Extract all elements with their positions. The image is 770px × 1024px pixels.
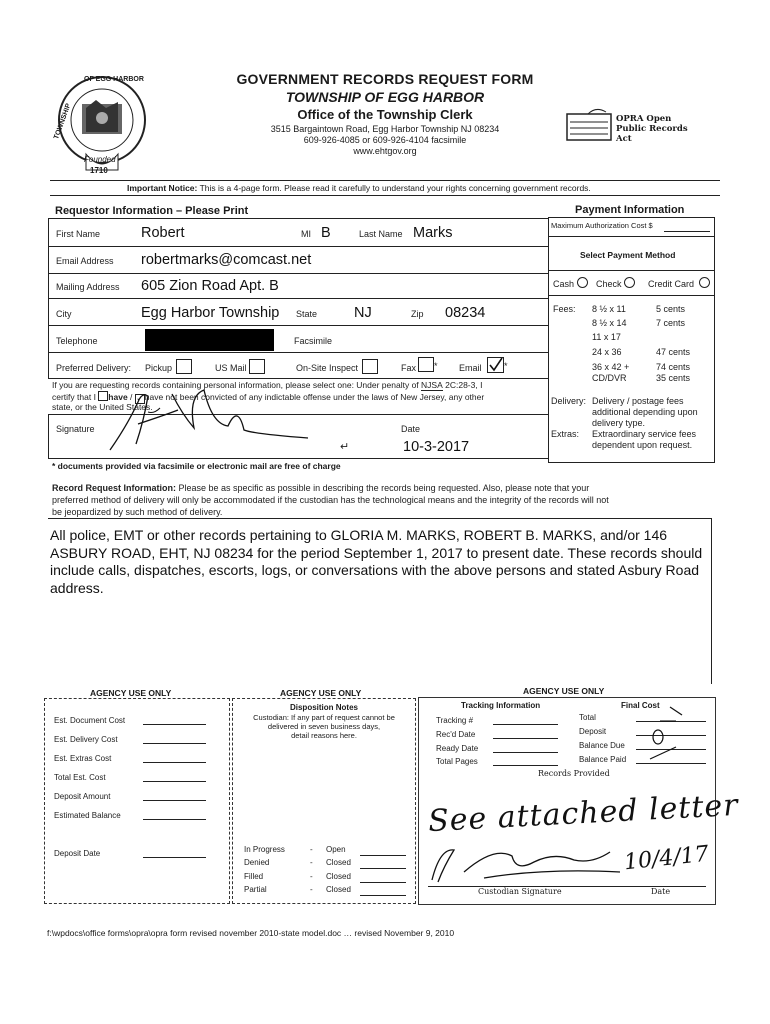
agency1-row-7: Deposit Date bbox=[54, 849, 101, 858]
first-name-value: Robert bbox=[141, 225, 185, 241]
form-title: GOVERNMENT RECORDS REQUEST FORM bbox=[236, 71, 534, 87]
handwritten-date: 10/4/17 bbox=[622, 841, 710, 876]
fee-size-5: 36 x 42 + bbox=[592, 362, 630, 372]
email-value: robertmarks@comcast.net bbox=[141, 252, 312, 268]
form-page: OF EGG HARBOR TOWNSHIP Founded 1710 GOVERNMENT RECORDS REQUEST FORM TOWNSHIP OF EGG HARBOR Office of the Township Clerk 3515 Bargaintown Road, Egg Harbor Township NJ 08234 609-926-4085 or 609-926-4104 facsimile www.ehtgov.org OPRA Open Public Records Act Important Notice: This is a 4-page form. Please read it carefully to understand your rights concerning government records. Requestor Information – Please Print Payment Information First Name Robert MI B Last Name Marks Email Address robertmarks@comcast.net Mailing Address 605 Zion Road Apt. B City Egg Harbor Township State NJ Zip 08234 Telephone Facsimile Preferred Delivery: Pickup US Mail On-Site Inspect Fax * Email * If you are requesting records containing personal information, please select one: Under penalty of NJSA 2C:28-3, I certify that I have / ✓ have not been convicted of any indictable offense under the laws of New Jersey, any other state, or the United States. Signature Date ↵ 10-3-2017 * documents provided via facsimile or electronic mail are free of charge Maximum Authorization Cost $ Select Payment Method Cash Check Credit Card Fees: 8 ½ x 11 5 cents 8 ½ x 14 7 cents 11 x 17 24 x 36 47 cents 36 x 42 + 74 cents CD/DVR 35 cents Delivery: Delivery / postage fees additional depending upon delivery type. Extras: Extraordinary service fees dependent upon request. Record Request Information: Please be as specific as possible in describing the records being requested. Also, please note that your preferred method of delivery will only be accommodated if the custodian has the technological means and the integrity of the records will not be jeopardized by such method of delivery. All police, EMT or other records pertaining to GLORIA M. MARKS, ROBERT B. MARKS, and/or 146 ASBURY ROAD, EHT, NJ 08234 for the period September 1, 2017 to present date. These records should include calls, dispatches, escorts, logs, or conversations with the above persons and stated Asbury Road address. AGENCY USE ONLY AGENCY USE ONLY AGENCY USE ONLY Est. Document Cost Est. Delivery Cost Est. Extras Cost Total Est. Cost Deposit Amount Estimated Balance Deposit Date Disposition Notes Custodian: If any part of request cannot be delivered in seven business days, detail reasons here. In Progress - Open Denied - Closed Filled - Closed Partial - Closed Tracking Information Final Cost Tracking # Rec'd Date Ready Date Total Pages Total Deposit Balance Due Balance Paid Records Provided See attached letter 10/4/17 Custodian Signature Date f:\wpdocs\office forms\opra\opra form revised november 2010-state model.doc … revised November 9, 2010 bbox=[0, 0, 770, 1024]
footer-path: f:\wpdocs\office forms\opra\opra form revised november 2010-state model.doc … revised November 9, 2010 bbox=[47, 928, 455, 938]
agency1-row-5: Deposit Amount bbox=[54, 792, 111, 801]
status-partial: Partial bbox=[244, 885, 267, 894]
delivery-email-label: Email bbox=[459, 363, 482, 373]
delivery-email-checkbox[interactable] bbox=[487, 357, 504, 373]
payment-delivery-text-1: Delivery / postage fees bbox=[592, 396, 684, 406]
signature-label: Signature bbox=[56, 424, 95, 434]
telephone-label: Telephone bbox=[56, 336, 98, 346]
mailing-label: Mailing Address bbox=[56, 282, 120, 292]
requestor-signature bbox=[108, 384, 318, 458]
payment-check-radio[interactable] bbox=[624, 277, 635, 288]
agency-title-3: AGENCY USE ONLY bbox=[523, 686, 605, 696]
max-auth-label: Maximum Authorization Cost $ bbox=[551, 221, 653, 230]
certify-have-checkbox[interactable] bbox=[98, 391, 108, 401]
payment-section-title: Payment Information bbox=[575, 204, 685, 216]
records-provided-label: Records Provided bbox=[538, 769, 610, 778]
delivery-onsite-label: On-Site Inspect bbox=[296, 363, 359, 373]
custodian-date-label: Date bbox=[651, 887, 671, 896]
record-request-text: All police, EMT or other records pertaining to GLORIA M. MARKS, ROBERT B. MARKS, and/or 146 ASBURY ROAD, EHT, NJ 08234 for the period September 1, 2017 to present date. These records should include calls, dispatches, escorts, logs, or conversations with the above persons and stated Asbury Road address. bbox=[50, 527, 703, 596]
fee-cost-2: 7 cents bbox=[656, 318, 686, 328]
seal-year: 1710 bbox=[90, 166, 108, 175]
payment-extras-label: Extras: bbox=[551, 429, 580, 439]
certify-have-not-checkbox[interactable]: ✓ bbox=[136, 394, 144, 403]
status-closed-2: Closed bbox=[326, 872, 351, 881]
payment-delivery-text-2: additional depending upon bbox=[592, 407, 698, 417]
seal-text-top: OF EGG HARBOR bbox=[84, 76, 144, 83]
disposition-text-3: detail reasons here. bbox=[291, 731, 357, 740]
first-name-label: First Name bbox=[56, 229, 101, 239]
status-in-progress: In Progress bbox=[244, 845, 285, 854]
delivery-pickup-checkbox[interactable] bbox=[176, 359, 192, 374]
payment-credit-radio[interactable] bbox=[699, 277, 710, 288]
zip-label: Zip bbox=[411, 309, 424, 319]
status-denied: Denied bbox=[244, 858, 270, 867]
tracking-row-1: Tracking # bbox=[436, 716, 474, 725]
final-row-3: Balance Due bbox=[579, 741, 625, 750]
record-request-intro-1: Record Request Information: Please be as specific as possible in describing the records being requested. Also, please note that your bbox=[52, 483, 590, 493]
fee-cost-6: 35 cents bbox=[656, 373, 691, 383]
opra-logo-text: OPRA Open Public Records Act bbox=[616, 114, 688, 144]
fax-email-footnote: * documents provided via facsimile or electronic mail are free of charge bbox=[52, 461, 341, 471]
final-row-1: Total bbox=[579, 713, 596, 722]
telephone-redacted bbox=[145, 329, 274, 351]
notice-rule bbox=[50, 195, 720, 196]
fee-size-4: 24 x 36 bbox=[592, 347, 622, 357]
tracking-row-4: Total Pages bbox=[436, 757, 478, 766]
select-payment-label: Select Payment Method bbox=[580, 250, 676, 260]
fee-size-1: 8 ½ x 11 bbox=[592, 304, 626, 314]
mi-label: MI bbox=[301, 229, 311, 239]
office-web: www.ehtgov.org bbox=[353, 146, 417, 156]
payment-extras-text-2: dependent upon request. bbox=[592, 440, 693, 450]
delivery-usmail-checkbox[interactable] bbox=[249, 359, 265, 374]
disposition-text-1: Custodian: If any part of request cannot be bbox=[253, 713, 395, 722]
tracking-title: Tracking Information bbox=[461, 701, 541, 710]
certify-line-1: If you are requesting records containing personal information, please select one: Under penalty of NJSA 2C:28-3, I bbox=[52, 380, 483, 390]
last-name-value: Marks bbox=[413, 225, 453, 241]
status-filled: Filled bbox=[244, 872, 264, 881]
notice-text: This is a 4-page form. Please read it carefully to understand your rights concerning government records. bbox=[199, 183, 591, 193]
record-request-intro-3: be jeopardized by such method of delivery. bbox=[52, 507, 223, 517]
disposition-title: Disposition Notes bbox=[289, 703, 358, 712]
seal-text-left: TOWNSHIP bbox=[53, 102, 73, 141]
status-open: Open bbox=[326, 845, 346, 854]
record-request-intro-2: preferred method of delivery will only be accommodated if the custodian has the technological means and the integrity of the records will not bbox=[52, 495, 609, 505]
seal-founded: Founded bbox=[84, 155, 116, 164]
office-phone: 609-926-4085 or 609-926-4104 facsimile bbox=[303, 135, 467, 145]
final-cost-marks bbox=[636, 705, 706, 765]
agency1-row-3: Est. Extras Cost bbox=[54, 754, 112, 763]
zip-value: 08234 bbox=[445, 305, 486, 321]
tracking-row-2: Rec'd Date bbox=[436, 730, 476, 739]
payment-check-label: Check bbox=[596, 279, 622, 289]
fee-cost-5: 74 cents bbox=[656, 362, 691, 372]
agency-box-1 bbox=[44, 698, 230, 904]
office-address: 3515 Bargaintown Road, Egg Harbor Township NJ 08234 bbox=[270, 124, 500, 134]
payment-delivery-label: Delivery: bbox=[551, 396, 587, 406]
delivery-usmail-label: US Mail bbox=[215, 363, 247, 373]
mi-value: B bbox=[321, 225, 331, 241]
notice-label: Important Notice: bbox=[127, 183, 198, 193]
agency-title-2: AGENCY USE ONLY bbox=[280, 688, 362, 698]
fee-size-6: CD/DVR bbox=[592, 373, 627, 383]
fees-label: Fees: bbox=[553, 304, 576, 314]
custodian-signature bbox=[424, 842, 624, 888]
payment-cash-radio[interactable] bbox=[577, 277, 588, 288]
final-row-2: Deposit bbox=[579, 727, 607, 736]
fee-cost-1: 5 cents bbox=[656, 304, 686, 314]
facsimile-label: Facsimile bbox=[294, 336, 333, 346]
disposition-text-2: delivered in seven business days, bbox=[267, 722, 381, 731]
fee-size-3: 11 x 17 bbox=[592, 332, 621, 342]
delivery-fax-checkbox[interactable] bbox=[418, 357, 434, 372]
payment-cash-label: Cash bbox=[553, 279, 575, 289]
delivery-label: Preferred Delivery: bbox=[56, 363, 132, 373]
agency-title-1: AGENCY USE ONLY bbox=[90, 688, 172, 698]
fee-size-2: 8 ½ x 14 bbox=[592, 318, 627, 328]
date-value: 10-3-2017 bbox=[403, 439, 470, 455]
state-value: NJ bbox=[354, 305, 372, 321]
certify-line-2: certify that I have / ✓ have not been convicted of any indictable offense under the laws of New Jersey, any other bbox=[52, 392, 485, 403]
delivery-onsite-checkbox[interactable] bbox=[362, 359, 378, 374]
header-rule bbox=[50, 180, 720, 181]
agency1-row-6: Estimated Balance bbox=[54, 811, 121, 820]
township-name: TOWNSHIP OF EGG HARBOR bbox=[285, 89, 485, 105]
delivery-pickup-label: Pickup bbox=[145, 363, 173, 373]
payment-delivery-text-3: delivery type. bbox=[592, 418, 646, 428]
payment-credit-label: Credit Card bbox=[648, 279, 695, 289]
payment-extras-text-1: Extraordinary service fees bbox=[592, 429, 697, 439]
status-closed-1: Closed bbox=[326, 858, 351, 867]
tracking-row-3: Ready Date bbox=[436, 744, 479, 753]
final-row-4: Balance Paid bbox=[579, 755, 627, 764]
custodian-signature-label: Custodian Signature bbox=[478, 887, 562, 896]
office-name: Office of the Township Clerk bbox=[297, 107, 473, 122]
final-cost-title: Final Cost bbox=[621, 701, 660, 710]
state-label: State bbox=[296, 309, 318, 319]
important-notice bbox=[127, 183, 591, 193]
last-name-label: Last Name bbox=[359, 229, 403, 239]
checkmark-icon bbox=[488, 358, 503, 372]
fee-cost-4: 47 cents bbox=[656, 347, 691, 357]
mailing-value: 605 Zion Road Apt. B bbox=[141, 278, 279, 294]
delivery-fax-label: Fax bbox=[401, 363, 417, 373]
handwritten-note: See attached letter bbox=[427, 787, 740, 840]
agency1-row-2: Est. Delivery Cost bbox=[54, 735, 118, 744]
date-label: Date bbox=[401, 424, 421, 434]
city-label: City bbox=[56, 309, 72, 319]
certify-line-3: state, or the United States. bbox=[52, 402, 153, 412]
city-value: Egg Harbor Township bbox=[141, 305, 280, 321]
status-closed-3: Closed bbox=[326, 885, 351, 894]
agency1-row-4: Total Est. Cost bbox=[54, 773, 106, 782]
requestor-section-title: Requestor Information – Please Print bbox=[55, 205, 249, 217]
email-label: Email Address bbox=[56, 256, 114, 266]
agency1-row-1: Est. Document Cost bbox=[54, 716, 126, 725]
